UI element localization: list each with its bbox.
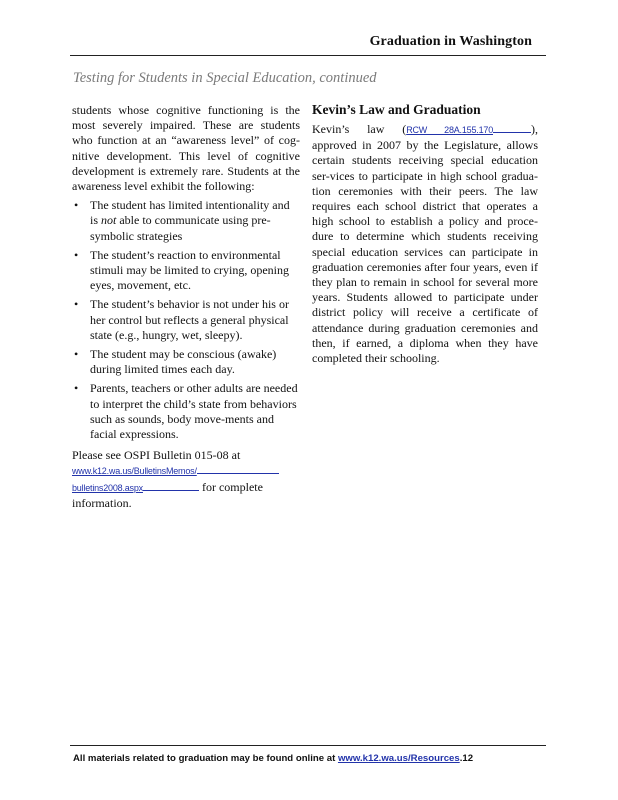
rcw-link[interactable]: RCW 28A.155.170 [406, 125, 493, 135]
right-column [312, 101, 538, 366]
list-item: • Parents, teachers or other adults are needed to interpret the child’s state from behaviors such as sounds, body move-ments and facial expressions. [74, 381, 298, 442]
header-divider [70, 55, 546, 56]
bullet-icon: • [74, 247, 79, 262]
kevins-law-heading: Kevin’s Law and Graduation [312, 102, 481, 117]
bulletin-link-part1[interactable]: www.k12.wa.us/BulletinsMemos/ [72, 466, 197, 477]
page-number: .12 [459, 753, 474, 764]
footer-divider [70, 745, 546, 746]
footer [73, 753, 473, 764]
kevins-law-paragraph: Kevin’s law (RCW 28A.155.170 ), approved in 2007 by the Legislature, allows certain students receiving special education ser-vices to participate in high school gradua-tion ceremonies with their peers. The law requires each school district that operates a high school to establish a policy and proce-dure to determine which students receiving special education services can participate in graduation ceremonies after four years, even if they plan to remain in school for several more years. Students allowed to participate under district policy will receive a certificate of attendance during graduation ceremonies and then, if earned, a diploma when they have completed their schooling. [312, 122, 538, 366]
emphasis-not: not [101, 213, 117, 228]
characteristics-list [72, 198, 300, 442]
bullet-icon: • [74, 347, 79, 362]
list-item: • The student may be conscious (awake) during limited times each day. [74, 347, 277, 377]
bullet-icon: • [74, 297, 79, 312]
resources-link[interactable]: www.k12.wa.us/Resources [337, 753, 460, 764]
list-item: • The student’s behavior is not under his or her control but reflects a general physical state (e.g., hungry, wet, sleepy). [74, 297, 289, 342]
list-item: • The student’s reaction to environmental stimuli may be limited to crying, opening eyes, movement, etc. [74, 247, 289, 293]
left-column [72, 103, 300, 511]
intro-paragraph: students whose cognitive functioning is the most severely impaired. These are students who function at an “awareness level” of cog-nitive development. This level of cognitive development is extremely rare. Students at the awareness level exhibit the following: [72, 103, 300, 194]
bullet-icon: • [74, 381, 79, 396]
bulletin-link-part2[interactable]: bulletins2008.aspx [72, 482, 143, 493]
footer-text: All materials related to graduation may be found online at [73, 753, 338, 764]
section-title: Testing for Students in Special Education, continued [73, 70, 377, 86]
bullet-icon: • [74, 198, 79, 213]
header-title: Graduation in Washington [369, 34, 532, 49]
bulletin-reference: Please see OSPI Bulletin 015-08 at www.k12.wa.us/BulletinsMemos/ bulletins2008.aspx for complete information. [72, 448, 300, 511]
list-item: • The student has limited intentionality and is not able to communicate using pre-symbolic strategies [74, 198, 290, 243]
